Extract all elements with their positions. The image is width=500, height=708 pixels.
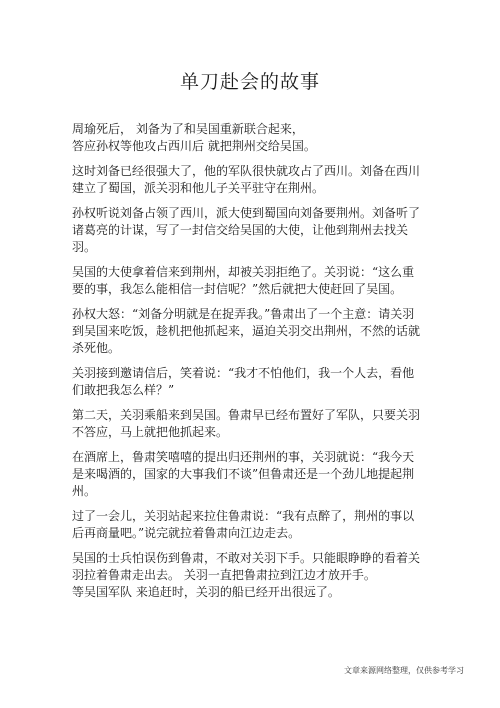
- document-title: 单刀赴会的故事: [179, 71, 320, 93]
- paragraph-3: 孙权听说刘备占领了西川，派大使到蜀国向刘备要荆州。刘备听了诸葛亮的计谋，写了一封信交给吴国的大使，让他到荆州去找关羽。: [72, 206, 421, 254]
- footer-note: 文章来源网络整理，仅供参考学习: [344, 666, 464, 675]
- paragraph-11: 等吴国军队 来追赶时，关羽的船已经开出很远了。: [72, 585, 340, 599]
- paragraph-5: 孙权大怒：“刘备分明就是在捉弄我。”鲁肃出了一个主意：请关羽到吴国来吃饭，趁机把他抓起来，逼迫关羽交出荆州，不然的话就杀死他。: [72, 307, 421, 355]
- paragraph-4: 吴国的大使拿着信来到荆州，却被关羽拒绝了。关羽说：“这么重要的事，我怎么能相信一封信呢？”然后就把大使赶回了吴国。: [72, 265, 415, 296]
- document-body: [72, 121, 422, 609]
- paragraph-9: 过了一会儿，关羽站起来拉住鲁肃说：“我有点醉了，荆州的事以后再商量吧。”说完就拉着鲁肃向江边走去。: [72, 509, 415, 540]
- paragraph-8: 在酒席上，鲁肃笑嘻嘻的提出归还荆州的事，关羽就说：“我今天是来喝酒的，国家的大事我们不谈”但鲁肃还是一个劲儿地提起荆州。: [72, 450, 415, 498]
- paragraph-10: 吴国的士兵怕误伤到鲁肃，不敢对关羽下手。只能眼睁睁的看着关羽拉着鲁肃走出去。 关羽一直把鲁肃拉到江边才放开手。: [72, 551, 421, 582]
- paragraph-7: 第二天，关羽乘船来到吴国。鲁肃早已经布置好了军队，只要关羽不答应，马上就把他抓起来。: [72, 408, 421, 439]
- paragraph-1: 周瑜死后， 刘备为了和吴国重新联合起来， 答应孙权等他攻占西川后 就把荆州交给吴国。: [72, 122, 316, 153]
- paragraph-6: 关羽接到邀请信后，笑着说：“我才不怕他们，我一个人去，看他们敢把我怎么样？”: [72, 366, 415, 397]
- paragraph-2: 这时刘备已经很强大了，他的军队很快就攻占了西川。刘备在西川建立了蜀国，派关羽和他儿子关平驻守在荆州。: [72, 164, 421, 195]
